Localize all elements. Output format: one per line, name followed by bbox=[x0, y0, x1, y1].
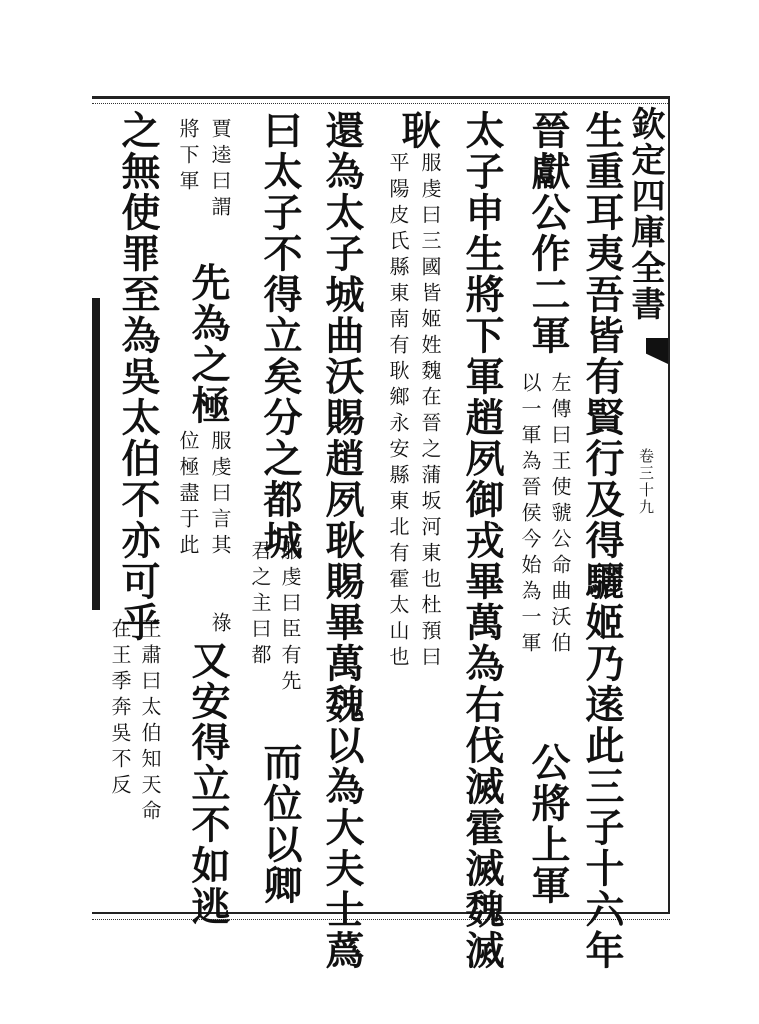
volume-label: 卷三十九 bbox=[637, 448, 655, 516]
text-column-7-note-b: 將下軍 bbox=[176, 118, 200, 196]
book-title: 欽定四庫全書 bbox=[625, 106, 665, 322]
text-column-4-note-b: 平陽皮氏縣東南有耿鄉永安縣東北有霍太山也 bbox=[386, 152, 410, 672]
text-column-8-main: 之無使罪至為吳太伯不亦可乎 bbox=[115, 110, 161, 643]
text-column-2-main-b: 公將上軍 bbox=[525, 742, 571, 906]
top-border-inner bbox=[92, 103, 670, 104]
text-column-4-note-a: 服虔曰三國皆姬姓魏在晉之蒲坂河東也杜預曰 bbox=[418, 152, 442, 672]
text-column-7-note-d: 位極盡于此 bbox=[176, 430, 200, 560]
text-column-7-main-a: 先為之極 bbox=[185, 262, 231, 426]
text-column-2-note-b: 以一軍為晉侯今始為一軍 bbox=[518, 372, 542, 658]
text-column-7-note-c: 服虔曰言其 bbox=[208, 430, 232, 560]
text-column-2-note-a: 左傳曰王使虢公命曲沃伯 bbox=[548, 372, 572, 658]
text-column-8-note-a: 王肅曰太伯知天命 bbox=[138, 618, 162, 826]
text-column-6-main-a: 曰太子不得立矣分之都城 bbox=[257, 110, 303, 561]
text-column-1: 生重耳夷吾皆有賢行及得驪姬乃逺此三子十六年 bbox=[579, 110, 625, 971]
text-column-2-main-a: 晉獻公作二軍 bbox=[525, 110, 571, 356]
text-column-6-main-b: 而位以卿 bbox=[257, 742, 303, 906]
top-border bbox=[92, 96, 670, 99]
text-column-7-main-b: 又安得立不如逃 bbox=[185, 640, 231, 927]
text-column-7-note-e: 祿 bbox=[208, 612, 232, 638]
text-column-8-note-b: 在王季奔吳不反 bbox=[108, 618, 132, 800]
text-column-3: 太子申生將下軍趙夙御戎畢萬為右伐滅霍滅魏滅 bbox=[459, 110, 505, 971]
text-column-5: 還為太子城曲沃賜趙夙耿賜畢萬魏以為大夫士蔿 bbox=[319, 110, 365, 971]
text-column-6-note-b: 君之主曰都 bbox=[248, 540, 272, 670]
text-column-6-note-a: 服虔曰臣有先 bbox=[278, 540, 302, 696]
text-column-7-note-a: 賈逵曰謂 bbox=[208, 118, 232, 222]
right-border bbox=[668, 96, 670, 914]
spine-bar bbox=[92, 298, 100, 610]
fish-tail-mark bbox=[646, 338, 668, 364]
text-column-4-main: 耿 bbox=[395, 110, 441, 151]
